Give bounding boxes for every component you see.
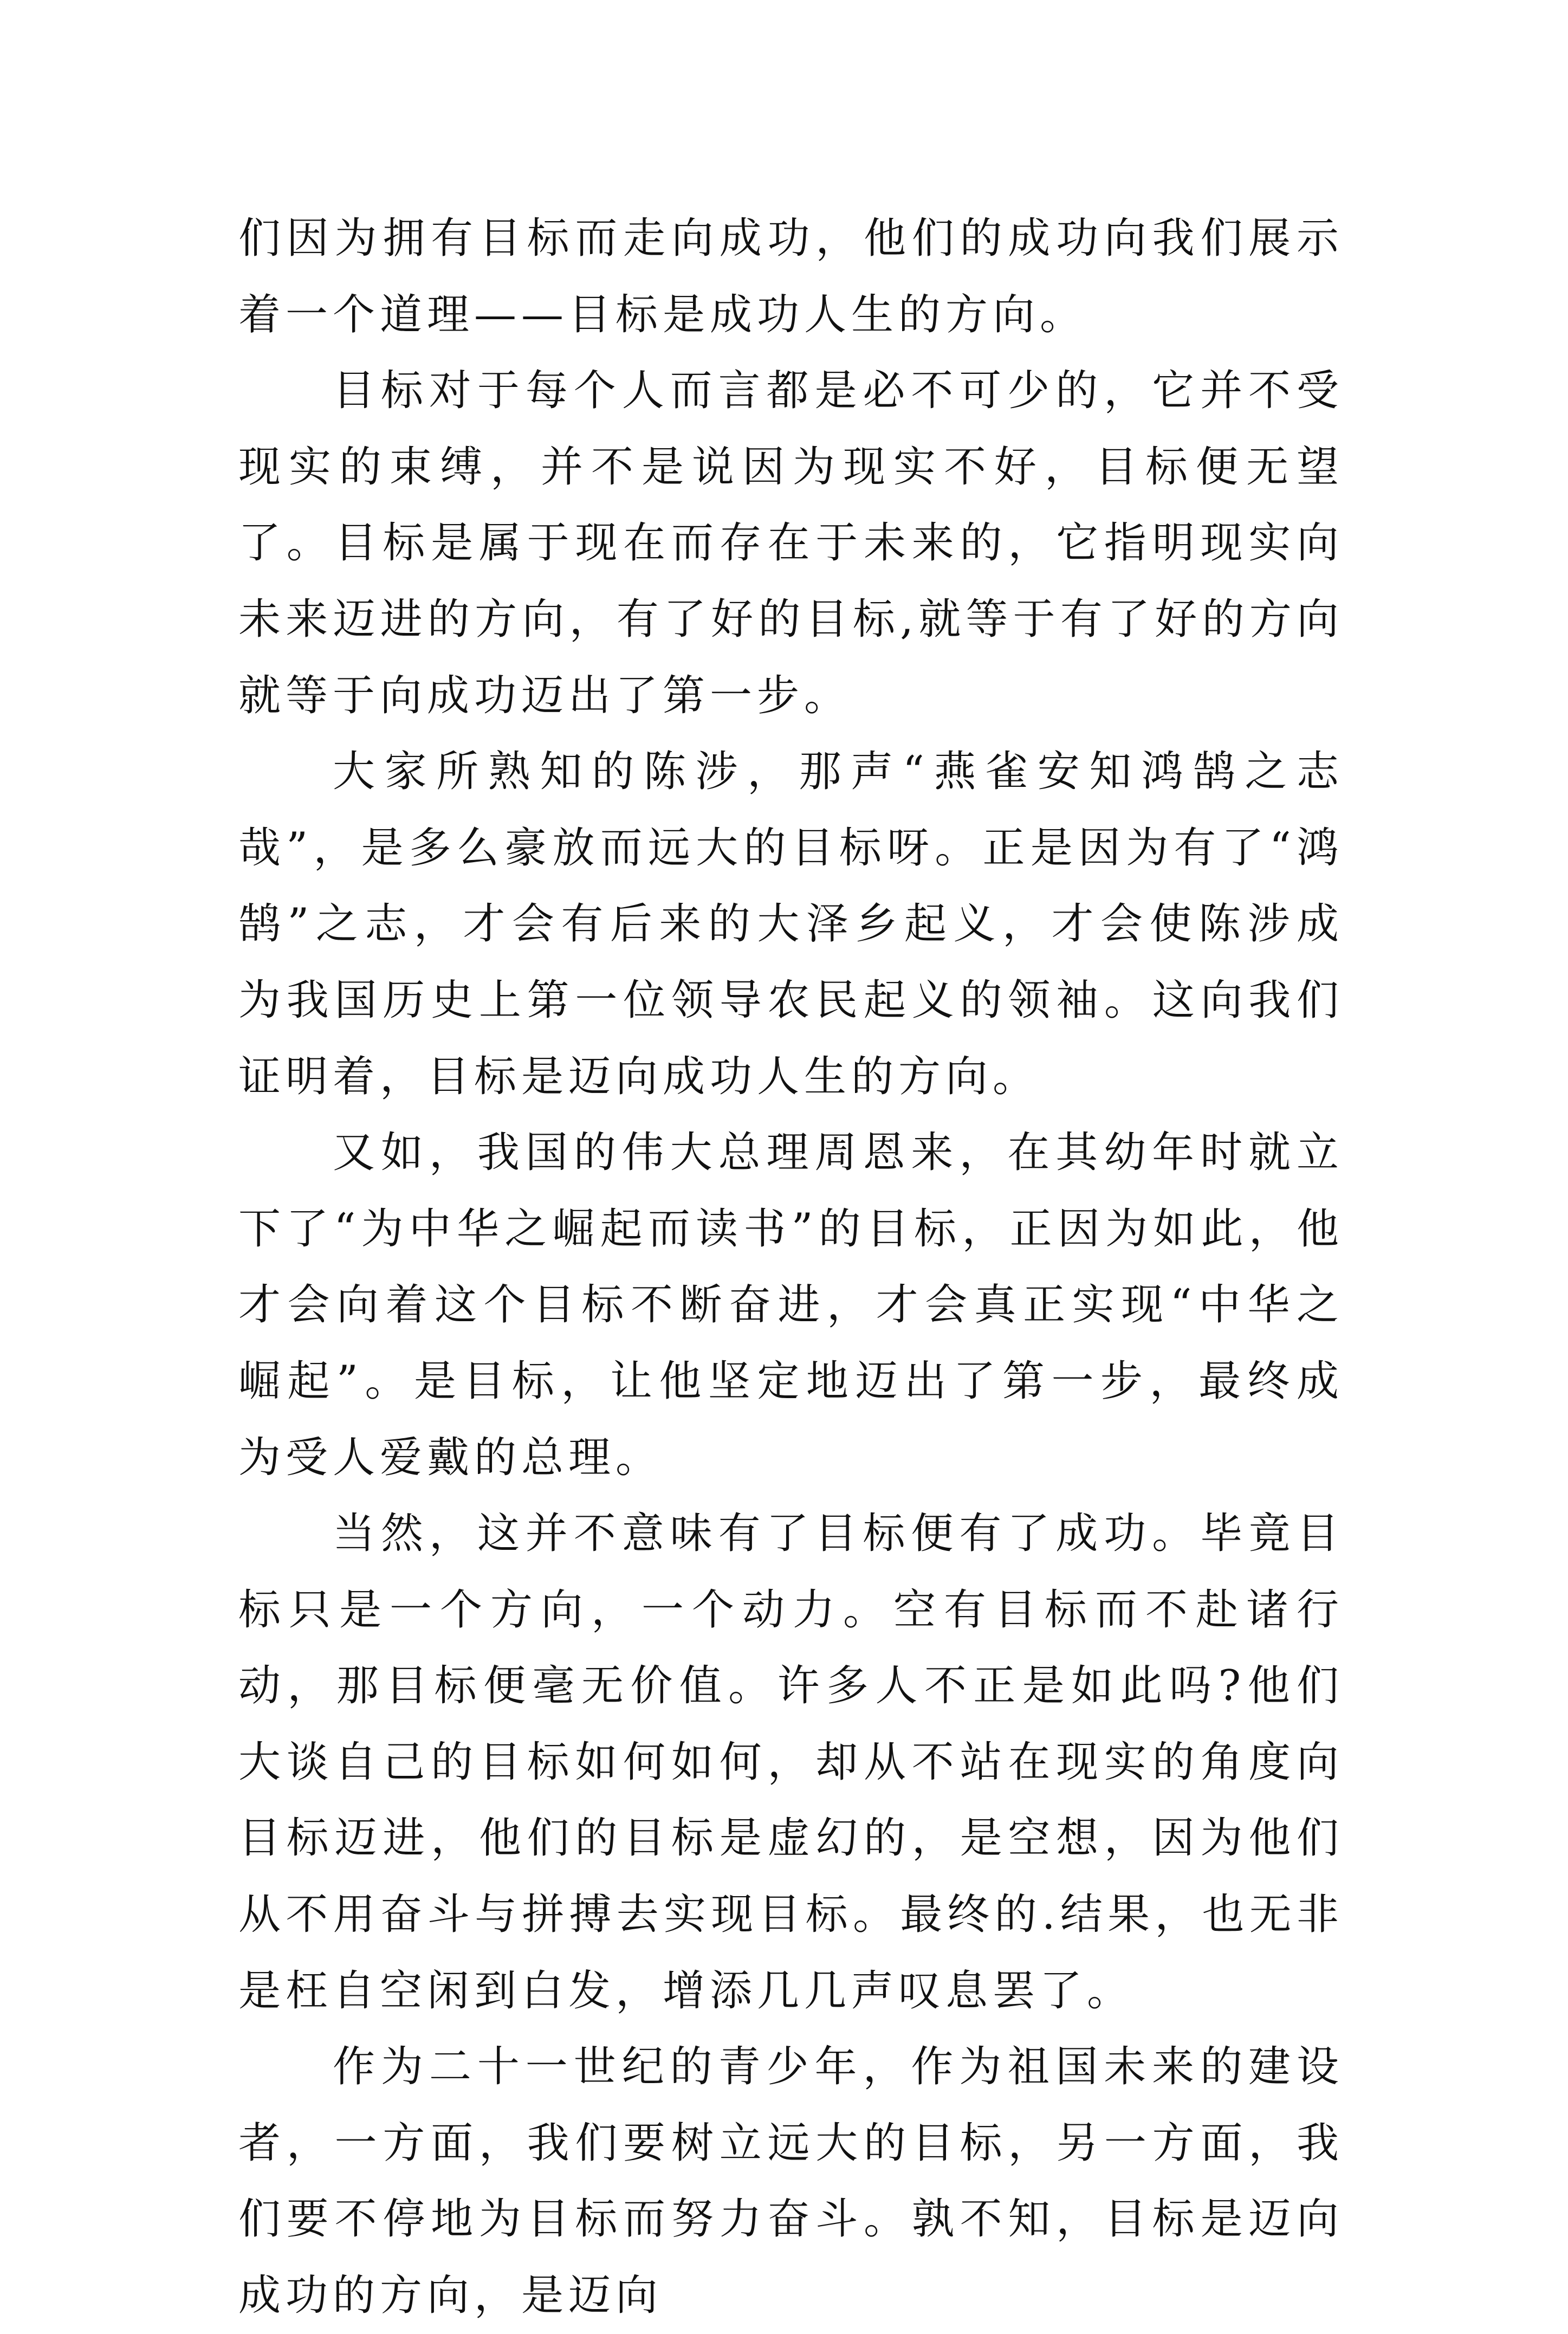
paragraph-3: 大家所熟知的陈涉，那声“燕雀安知鸿鹄之志哉”，是多么豪放而远大的目标呀。正是因为有了“鸿鹄”之志，才会有后来的大泽乡起义，才会使陈涉成为我国历史上第一位领导农民起义的领袖。这向我们证明着，目标是迈向成功人生的方向。 [238, 747, 1344, 1101]
paragraph-4: 又如，我国的伟大总理周恩来，在其幼年时就立下了“为中华之崛起而读书”的目标，正因为如此，他才会向着这个目标不断奋进，才会真正实现“中华之崛起”。是目标，让他坚定地迈出了第一步，最终成为受人爱戴的总理。 [238, 1128, 1344, 1482]
document-body [238, 201, 1344, 2334]
paragraph-2: 目标对于每个人而言都是必不可少的，它并不受现实的束缚，并不是说因为现实不好，目标便无望了。目标是属于现在而存在于未来的，它指明现实向未来迈进的方向，有了好的目标,就等于有了好的方向就等于向成功迈出了第一步。 [238, 366, 1344, 720]
paragraph-5: 当然，这并不意味有了目标便有了成功。毕竟目标只是一个方向，一个动力。空有目标而不赴诸行动，那目标便毫无价值。许多人不正是如此吗?他们大谈自己的目标如何如何，却从不站在现实的角度向目标迈进，他们的目标是虚幻的，是空想，因为他们从不用奋斗与拼搏去实现目标。最终的.结果，也无非是枉自空闲到白发，增添几几声叹息罢了。 [238, 1509, 1344, 2015]
paragraph-6: 作为二十一世纪的青少年，作为祖国未来的建设者，一方面，我们要树立远大的目标，另一方面，我们要不停地为目标而努力奋斗。孰不知，目标是迈向成功的方向，是迈向 [238, 2042, 1344, 2320]
paragraph-1: 们因为拥有目标而走向成功，他们的成功向我们展示着一个道理——目标是成功人生的方向。 [238, 214, 1344, 339]
